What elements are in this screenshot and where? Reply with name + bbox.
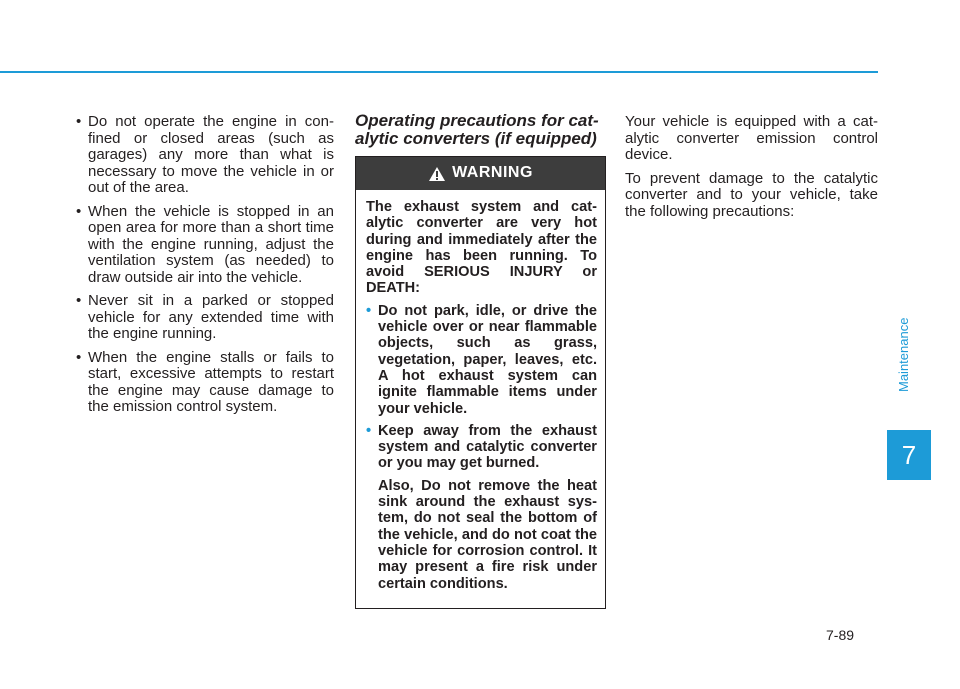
- warning-item: • Keep away from the exhaust system and catalytic converter or you may get burned.: [366, 423, 597, 472]
- list-item: • Never sit in a parked or stopped vehicle for any extended time with the engine running.: [76, 293, 334, 343]
- warning-item: • Do not park, idle, or drive the vehicle over or near flammable objects, such as grass, vegetation, paper, leaves, etc. A hot exhaust system can ignite flammable items under your vehicle.: [366, 303, 597, 417]
- warning-box: [355, 156, 606, 609]
- chapter-number-badge: 7: [887, 430, 931, 480]
- list-item: • When the vehicle is stopped in an open area for more than a short time with the engine running, adjust the ventilation system (as needed) to draw outside air into the vehicle.: [76, 204, 334, 287]
- header-rule: [0, 71, 878, 73]
- warning-triangle-icon: [428, 166, 446, 182]
- body-paragraph: Your vehicle is equipped with a catalytic converter emission control device.: [625, 113, 878, 163]
- middle-column: [355, 112, 605, 609]
- list-item: • Do not operate the engine in confined or closed areas (such as garages) any more than what is necessary to move the vehicle in or out of the area.: [76, 114, 334, 197]
- body-paragraph: To prevent damage to the catalytic converter and to your vehicle, take the following precautions:: [625, 169, 878, 220]
- warning-intro: The exhaust system and catalytic converter are very hot during and immediately after the engine has been running. To avoid SERIOUS INJURY or DEATH:: [366, 199, 597, 297]
- page-number: 7-89: [826, 627, 855, 643]
- precaution-list: [76, 114, 334, 416]
- left-column: [76, 114, 334, 423]
- section-heading: Operating precautions for catalytic converters (if equipped): [355, 111, 599, 148]
- chapter-tab-label: [896, 317, 916, 392]
- chapter-tab-text: Maintenance: [896, 317, 911, 392]
- right-column: [625, 114, 878, 227]
- warning-body: [356, 190, 605, 608]
- warning-list: [366, 303, 597, 472]
- warning-extra: Also, Do not remove the heat sink around the exhaust system, do not seal the bottom of the vehicle, and do not coat the vehicle for corrosion control. It may present a fire risk under certain conditions.: [378, 477, 597, 592]
- list-item: • When the engine stalls or fails to start, excessive attempts to restart the engine may cause damage to the emission control system.: [76, 350, 334, 416]
- warning-title: WARNING: [452, 164, 533, 182]
- warning-header: [356, 157, 605, 190]
